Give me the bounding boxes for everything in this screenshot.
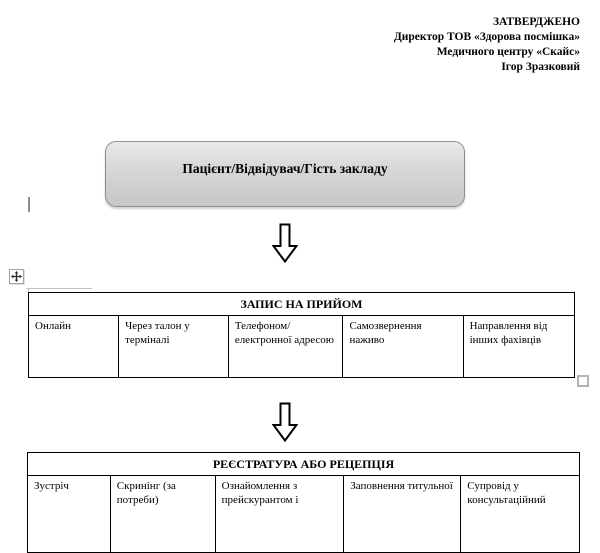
table-guide-line — [26, 288, 92, 289]
appointment-table — [28, 292, 575, 378]
down-arrow-icon — [272, 402, 298, 442]
reception-table — [27, 452, 580, 553]
table-cell[interactable]: Через талон у терміналі — [119, 316, 229, 378]
flow-start-label: Пацієнт/Відвідувач/Гість закладу — [182, 161, 388, 176]
table-cell[interactable]: Заповнення титульної — [344, 476, 461, 553]
approval-line: Ігор Зразковий — [501, 61, 580, 73]
approval-block[interactable] — [394, 15, 580, 75]
text-cursor — [28, 197, 30, 212]
table-cell[interactable]: Онлайн — [29, 316, 119, 378]
table-row — [28, 476, 580, 553]
approval-line: Медичного центру «Скайс» — [436, 46, 580, 58]
table-cell[interactable]: Зустріч — [28, 476, 111, 553]
table-cell[interactable]: Телефоном/ електронної адресою — [228, 316, 343, 378]
table-move-handle[interactable] — [9, 269, 24, 284]
table-cell[interactable]: Ознайомлення з прейскурантом і — [215, 476, 344, 553]
approval-line: ЗАТВЕРДЖЕНО — [492, 16, 580, 28]
flow-start-box[interactable] — [105, 141, 465, 207]
move-cross-icon — [11, 271, 22, 282]
table-resize-handle[interactable] — [577, 375, 589, 387]
table-title[interactable]: ЗАПИС НА ПРИЙОМ — [29, 293, 575, 316]
table-row — [29, 316, 575, 378]
approval-line: Директор ТОВ «Здорова посмішка» — [393, 31, 580, 43]
table-title[interactable]: РЕЄСТРАТУРА АБО РЕЦЕПЦІЯ — [28, 453, 580, 476]
table-cell[interactable]: Супровід у консультаційний — [461, 476, 580, 553]
down-arrow-icon — [272, 223, 298, 263]
table-cell[interactable]: Скринінг (за потреби) — [110, 476, 215, 553]
table-cell[interactable]: Направлення від інших фахівців — [463, 316, 574, 378]
table-cell[interactable]: Самозвернення наживо — [343, 316, 463, 378]
